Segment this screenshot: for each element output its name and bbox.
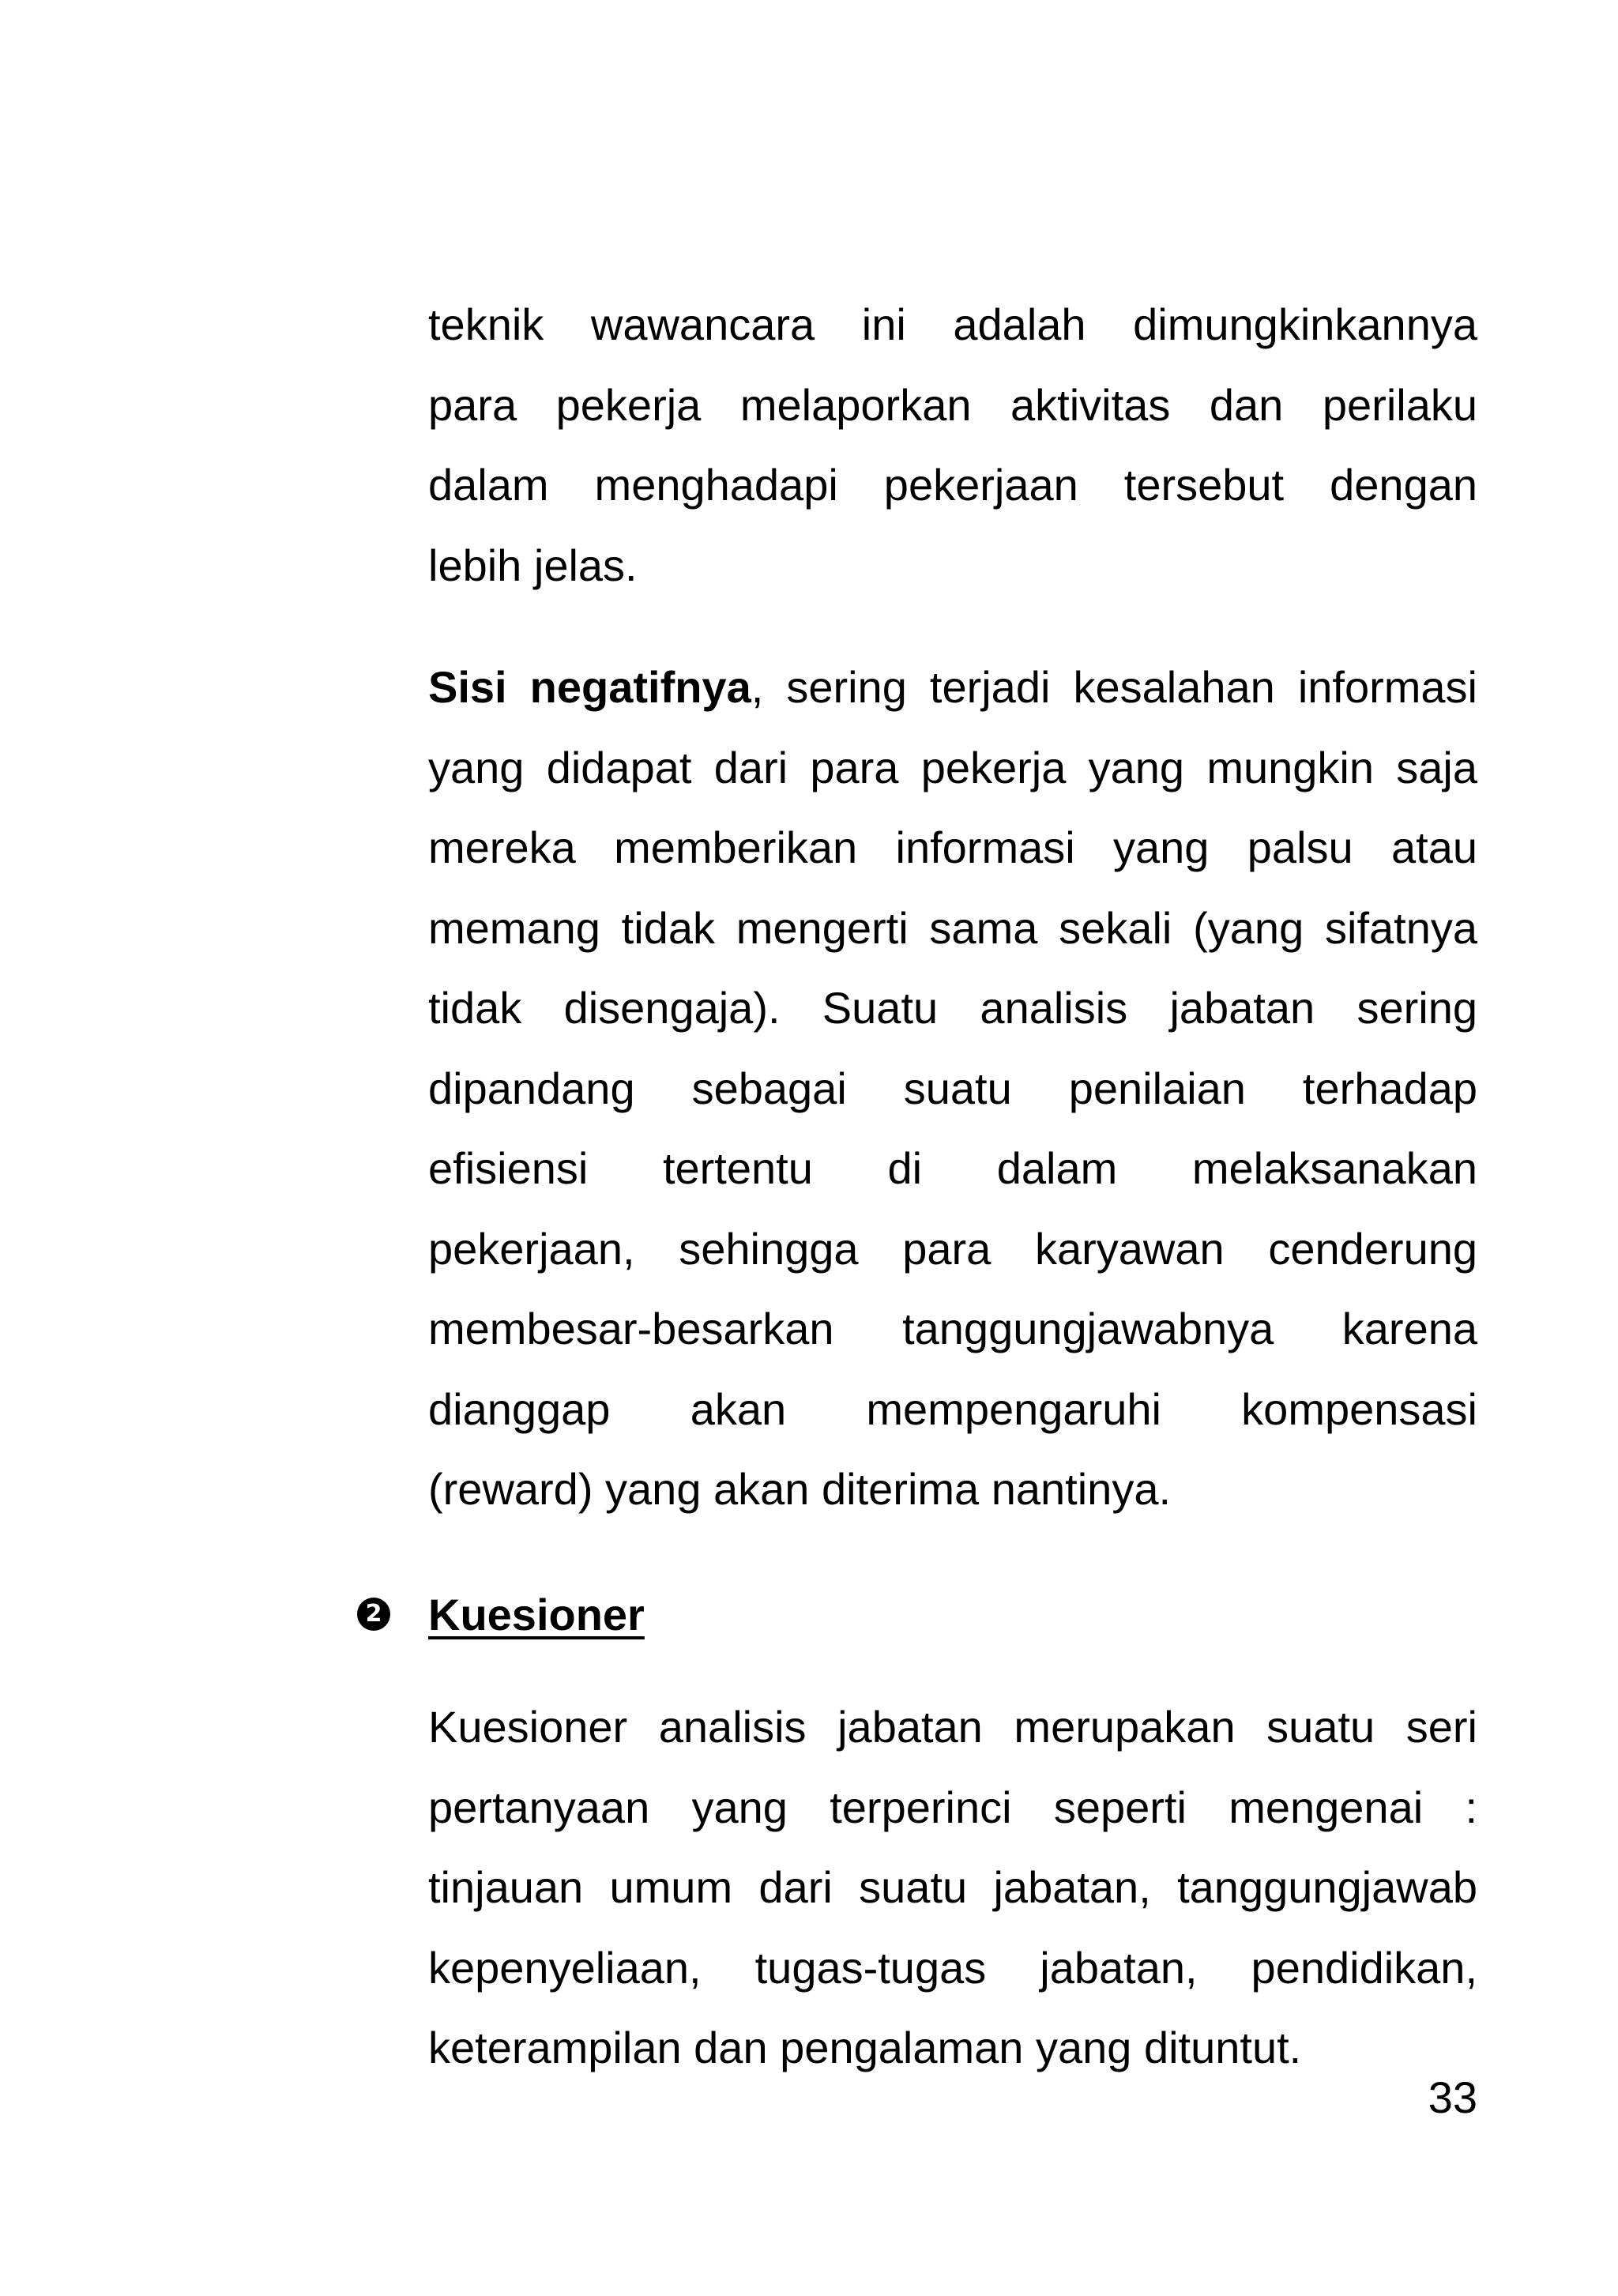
text-line: efisiensi tertentu di dalam melaksanakan	[428, 1143, 1477, 1193]
text-line: pekerjaan, sehingga para karyawan cenderung	[428, 1223, 1477, 1274]
paragraph-interview-continuation	[428, 284, 1477, 605]
bold-lead-text: Sisi negatifnya	[428, 662, 751, 712]
text-line: dipandang sebagai suatu penilaian terhadap	[428, 1063, 1477, 1113]
section-heading-title: Kuesioner	[428, 1589, 645, 1639]
text-line-with-lead	[428, 647, 1477, 728]
text-line: dalam menghadapi pekerjaan tersebut dengan	[428, 460, 1477, 510]
text-line: pertanyaan yang terperinci seperti mengenai :	[428, 1782, 1477, 1832]
text-line: yang didapat dari para pekerja yang mungkin saja	[428, 742, 1477, 792]
paragraph-questionnaire	[428, 1687, 1477, 2088]
text-line: keterampilan dan pengalaman yang dituntut.	[428, 2023, 1302, 2072]
page-number: 33	[1428, 2072, 1477, 2122]
text-line: (reward) yang akan diterima nantinya.	[428, 1464, 1172, 1514]
text-line: membesar-besarkan tanggungjawabnya karena	[428, 1304, 1477, 1353]
text-line: dianggap akan mempengaruhi kompensasi	[428, 1383, 1477, 1434]
text-line: Kuesioner analisis jabatan merupakan suatu seri	[428, 1702, 1477, 1752]
text-line: lebih jelas.	[428, 540, 638, 590]
text-line: teknik wawancara ini adalah dimungkinkannya	[428, 299, 1477, 349]
text-line: para pekerja melaporkan aktivitas dan perilaku	[428, 379, 1477, 430]
paragraph-negative-side	[428, 647, 1477, 1530]
text-line-rest: , sering terjadi kesalahan informasi	[751, 662, 1477, 712]
text-line: memang tidak mengerti sama sekali (yang sifatnya	[428, 902, 1477, 953]
text-line: kepenyeliaan, tugas-tugas jabatan, pendidikan,	[428, 1942, 1477, 1993]
dingbat-circled-number-two-icon: 2	[357, 1598, 390, 1631]
text-line: tidak disengaja). Suatu analisis jabatan sering	[428, 983, 1477, 1033]
section-heading-kuesioner	[357, 1579, 645, 1650]
text-line: tinjauan umum dari suatu jabatan, tanggungjawab	[428, 1862, 1477, 1912]
text-line: mereka memberikan informasi yang palsu atau	[428, 822, 1477, 872]
